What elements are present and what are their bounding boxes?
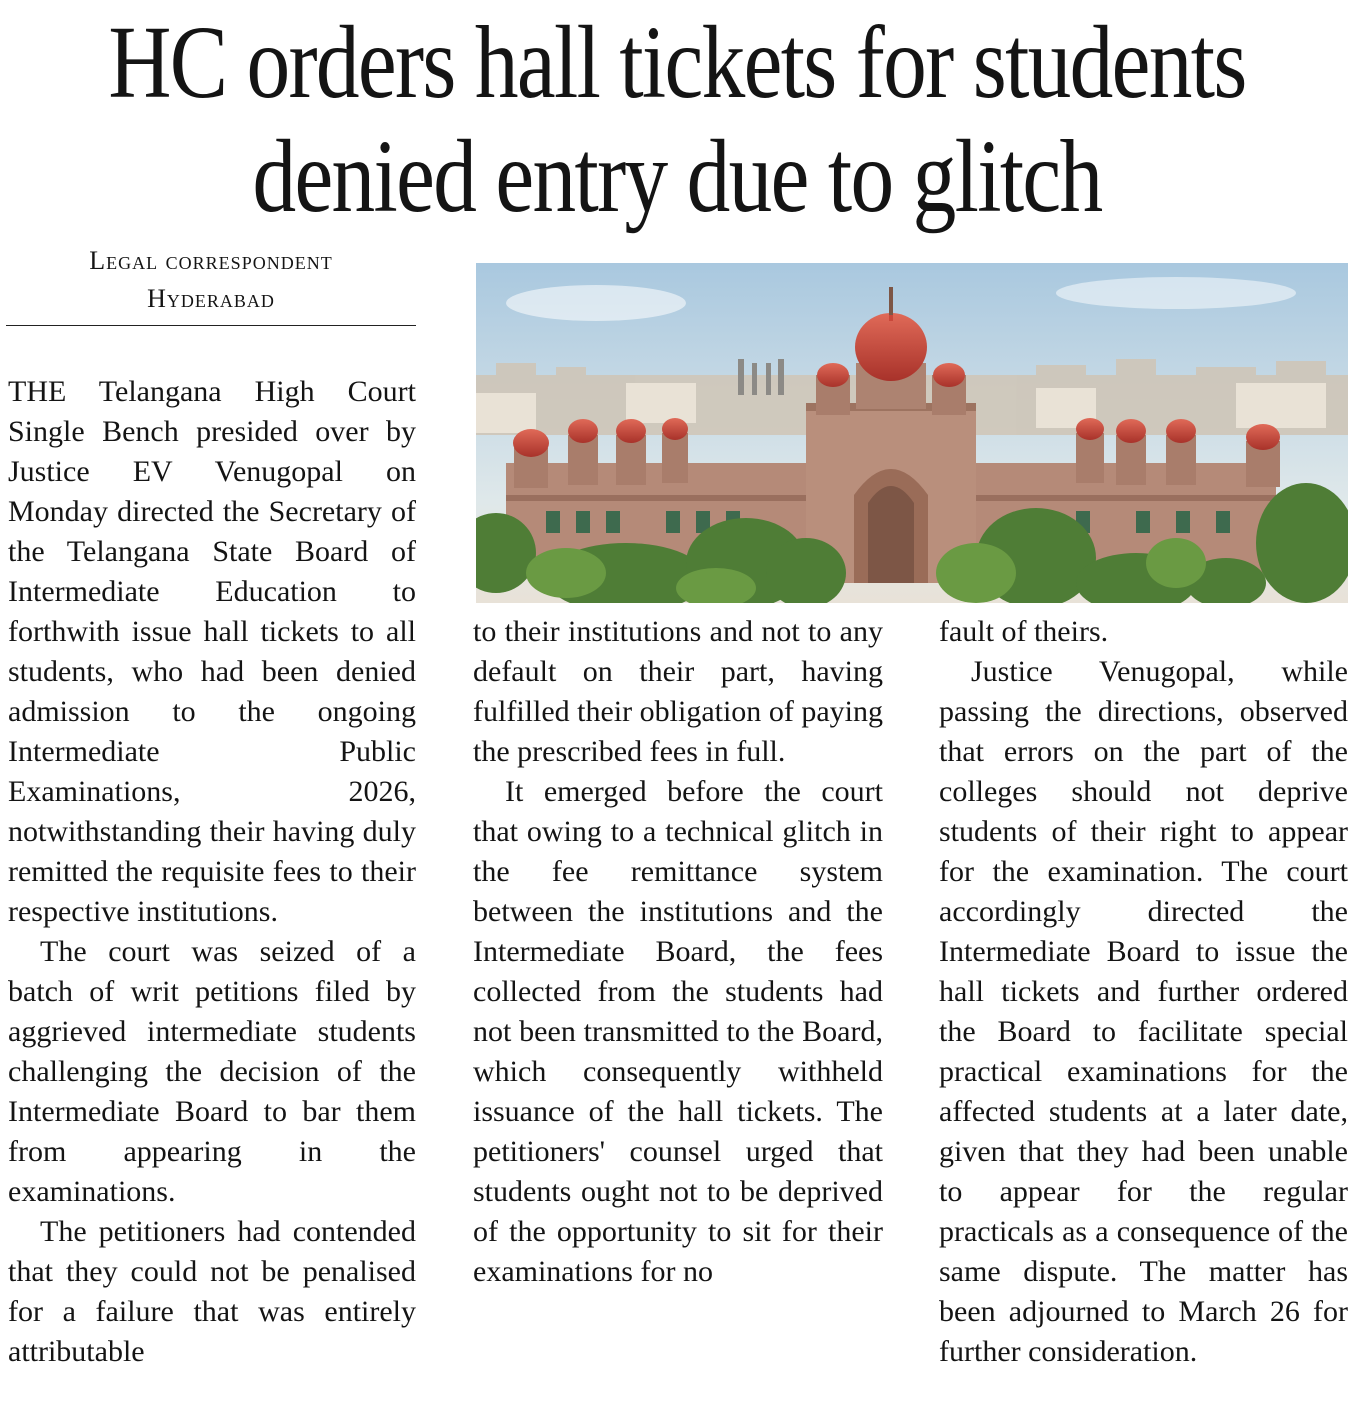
article-paragraph: to their institutions and not to any default on their part, having fulfilled their obligation of paying the prescribed fees in full. — [473, 615, 883, 768]
byline-divider — [6, 325, 416, 326]
article-paragraph: Justice Venugopal, while passing the directions, observed that errors on the part of the colleges should not deprive students of their right to appear for the examination. The court accordingly directed the Intermediate Board to issue the hall tickets and further ordered the Board to facilitate special practical examinations for the affected students at a later date, given that they had been unable to appear for the regular practicals as a consequence of the same dispute. The matter has been adjourned to March 26 for further consideration. — [939, 655, 1348, 1368]
article-column-3 — [939, 612, 1348, 1372]
byline — [6, 242, 416, 318]
court-building-photo — [476, 263, 1348, 603]
article-paragraph: fault of theirs. — [939, 615, 1109, 648]
article-paragraph: It emerged before the court that owing to a technical glitch in the fee remittance system between the institutions and the Intermediate Board, the fees collected from the students had not been transmitted to the Board, which consequently withheld issuance of the hall tickets. The petitioners' counsel urged that students ought not to be deprived of the opportunity to sit for their examinations for no — [473, 775, 883, 1288]
headline-line-1: HC orders hall tickets for students — [108, 5, 1246, 120]
article-column-2 — [473, 612, 883, 1292]
article-paragraph: The court was seized of a batch of writ petitions filed by aggrieved intermediate students challenging the decision of the Intermediate Board to bar them from appearing in the examinations. — [8, 935, 416, 1208]
article-paragraph: The petitioners had contended that they could not be penalised for a failure that was entirely attributable — [8, 1215, 416, 1368]
byline-author: Legal correspondent — [89, 246, 333, 275]
byline-location: Hyderabad — [147, 284, 275, 313]
headline-line-2: denied entry due to glitch — [252, 119, 1102, 234]
article-column-1 — [8, 372, 416, 1372]
headline — [108, 6, 1245, 234]
article-paragraph: THE Telangana High Court Single Bench presided over by Justice EV Venugopal on Monday directed the Secretary of the Telangana State Board of Intermediate Education to forthwith issue hall tickets to all students, who had been denied admission to the ongoing Intermediate Public Examinations, 2026, notwithstanding their having duly remitted the requisite fees to their respective institutions. — [8, 375, 416, 928]
